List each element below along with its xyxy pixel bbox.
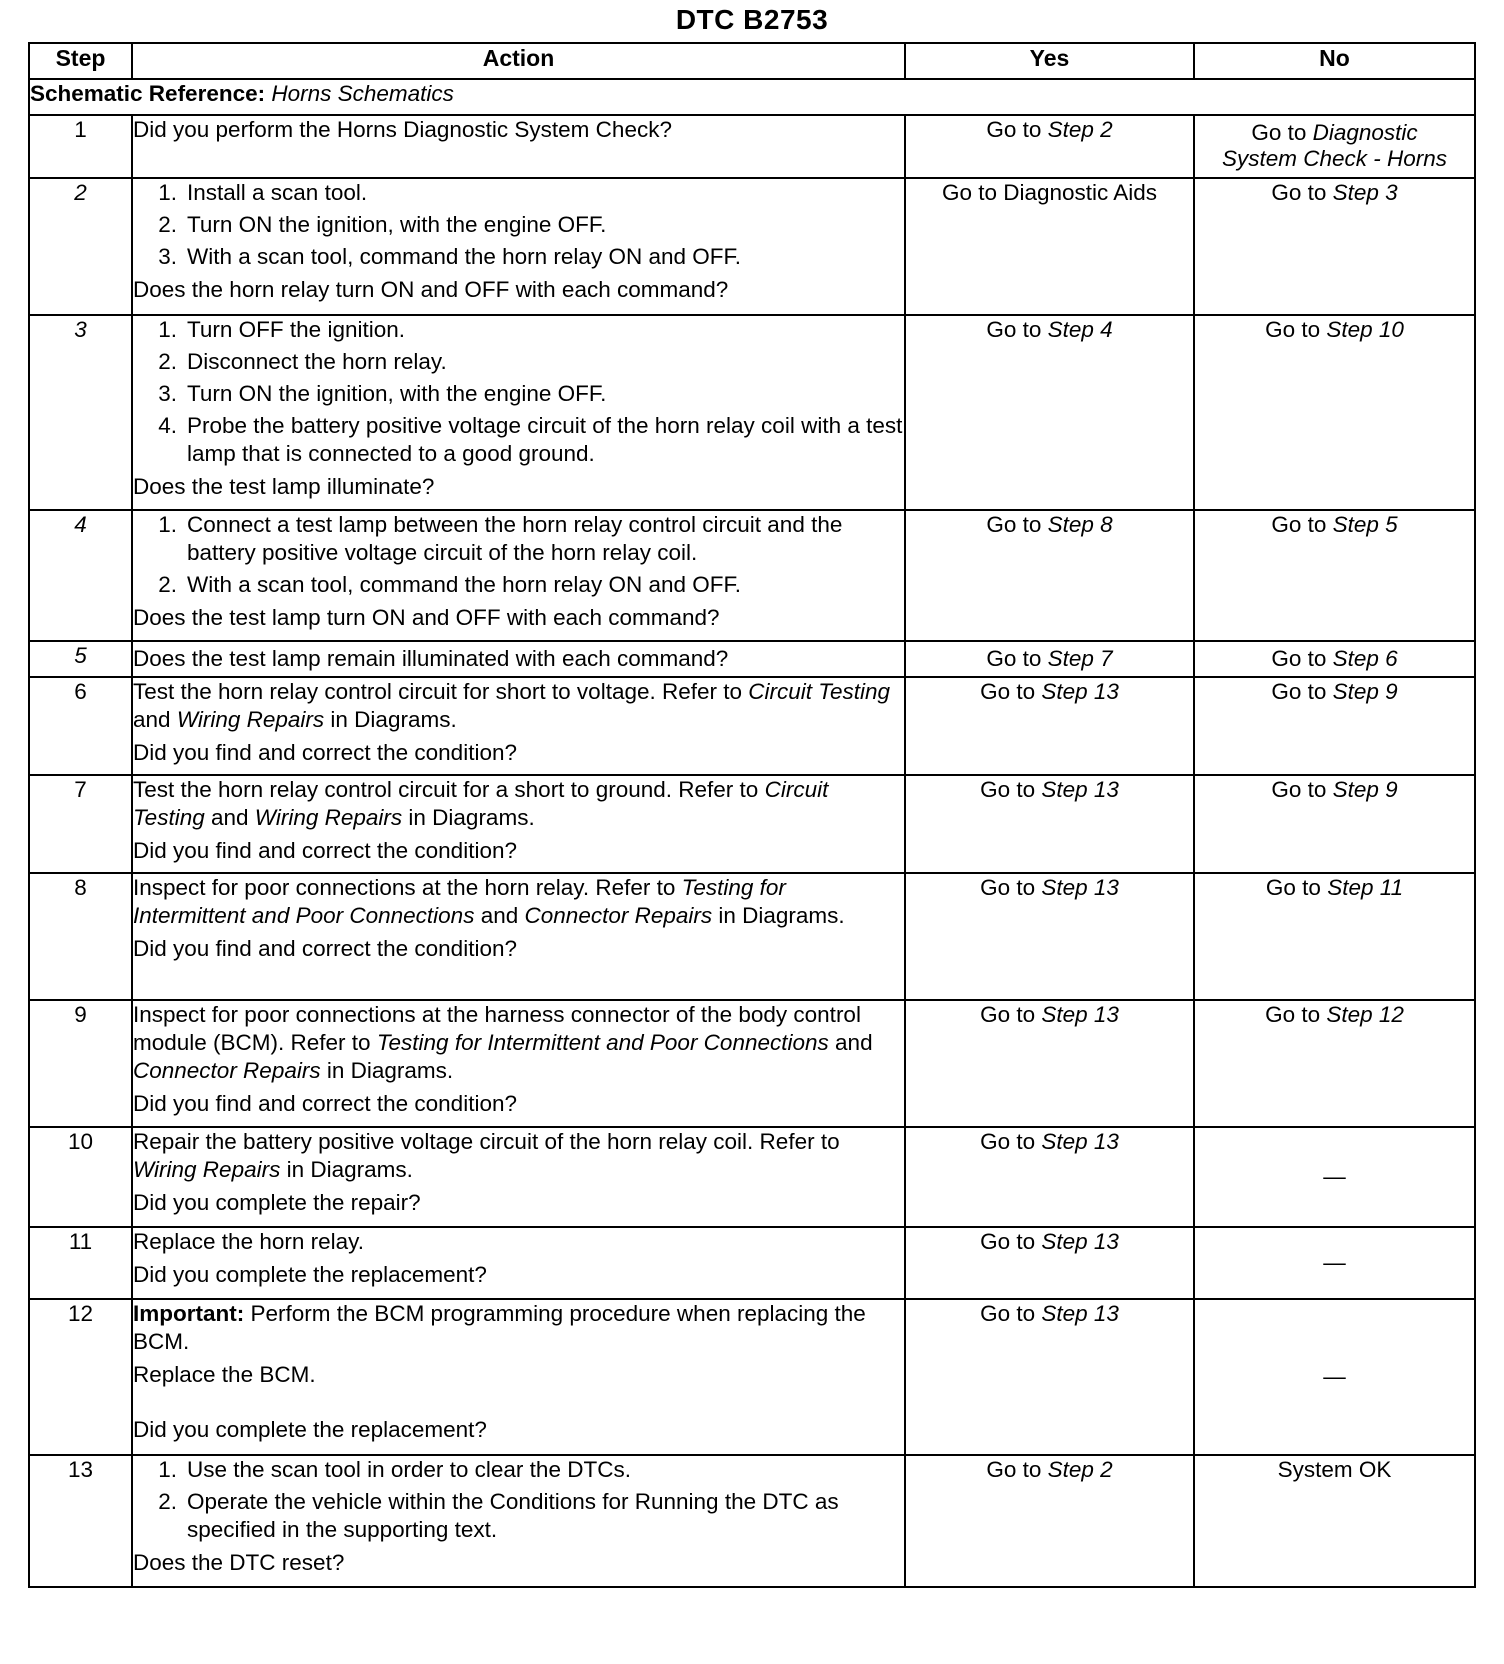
header-row — [29, 43, 1475, 79]
yes-cell[interactable]: Go to Step 13 — [905, 677, 1194, 775]
yes-step-link: Step 13 — [1041, 679, 1119, 704]
yes-step-link: Step 7 — [1047, 646, 1113, 671]
action-cell — [132, 1000, 905, 1127]
important-note: Important: Perform the BCM programming procedure when replacing the BCM. — [133, 1301, 866, 1354]
no-cell[interactable]: Go to Step 11 — [1194, 873, 1475, 1000]
yes-cell[interactable]: Go to Step 2 — [905, 115, 1194, 178]
action-instruction: Replace the horn relay. — [133, 1229, 364, 1254]
step-row-6 — [29, 677, 1475, 775]
action-cell — [132, 315, 905, 510]
action-list-item: 3. Turn ON the ignition, with the engine OFF. — [158, 381, 607, 406]
yes-cell[interactable]: Go to Step 13 — [905, 775, 1194, 873]
yes-step-link: Step 4 — [1047, 317, 1113, 342]
action-cell — [132, 1299, 905, 1455]
reference-link[interactable]: Connector Repairs — [133, 1058, 321, 1083]
yes-cell[interactable] — [905, 178, 1194, 315]
no-cell — [1194, 1455, 1475, 1587]
no-step-link: Step 9 — [1332, 777, 1398, 802]
action-instruction: Inspect for poor connections at the harness connector of the body control module (BCM). Refer to Testing for Intermittent and Poor Connections and Connector Repairs in Diagrams. — [133, 1002, 873, 1083]
action-list-item: 1. Use the scan tool in order to clear the DTCs. — [158, 1457, 631, 1482]
step-number: 5 — [29, 641, 132, 677]
no-cell — [1194, 1127, 1475, 1227]
header-no: No — [1194, 43, 1475, 79]
yes-step-link: Step 13 — [1041, 1002, 1119, 1027]
action-question: Does the DTC reset? — [133, 1550, 345, 1575]
step-number: 9 — [29, 1000, 132, 1127]
action-instruction: Test the horn relay control circuit for a short to ground. Refer to Circuit Testing and Wiring Repairs in Diagrams. — [133, 777, 829, 830]
step-number: 11 — [29, 1227, 132, 1299]
step-row-3 — [29, 315, 1475, 510]
yes-cell[interactable]: Go to Step 13 — [905, 1000, 1194, 1127]
action-question: Did you complete the replacement? — [133, 1417, 487, 1442]
reference-link[interactable]: Wiring Repairs — [176, 707, 325, 732]
action-question: Did you perform the Horns Diagnostic System Check? — [133, 117, 672, 142]
action-instruction: Inspect for poor connections at the horn relay. Refer to Testing for Intermittent and Poor Connections and Connector Repairs in Diagrams. — [133, 875, 845, 928]
action-list-item: 2. Turn ON the ignition, with the engine OFF. — [158, 212, 607, 237]
yes-cell[interactable]: Go to Step 8 — [905, 510, 1194, 641]
no-step-link: Step 12 — [1326, 1002, 1404, 1027]
action-instruction: Test the horn relay control circuit for short to voltage. Refer to Circuit Testing and Wiring Repairs in Diagrams. — [133, 679, 891, 732]
schematic-reference-row — [29, 79, 1475, 115]
action-cell — [132, 775, 905, 873]
no-step-link: Step 3 — [1332, 180, 1398, 205]
step-row-8 — [29, 873, 1475, 1000]
no-step-link: Step 9 — [1332, 679, 1398, 704]
action-cell — [132, 178, 905, 315]
reference-link[interactable]: Testing for Intermittent and Poor Connections — [376, 1030, 829, 1055]
step-number: 12 — [29, 1299, 132, 1455]
reference-link[interactable]: Circuit Testing — [133, 777, 829, 830]
yes-step-link: Step 13 — [1041, 1129, 1119, 1154]
reference-link[interactable]: Circuit Testing — [748, 679, 891, 704]
step-number: 6 — [29, 677, 132, 775]
header-yes: Yes — [905, 43, 1194, 79]
yes-step-link: Step 2 — [1047, 1457, 1113, 1482]
step-row-13 — [29, 1455, 1475, 1587]
action-list-item: 2. Operate the vehicle within the Conditions for Running the DTC as specified in the supporting text. — [158, 1489, 839, 1542]
diagnostic-table — [28, 42, 1476, 1588]
no-cell[interactable]: Go to Step 6 — [1194, 641, 1475, 677]
reference-link[interactable]: Connector Repairs — [524, 903, 713, 928]
header-step: Step — [29, 43, 132, 79]
step-row-12 — [29, 1299, 1475, 1455]
reference-link[interactable]: Wiring Repairs — [133, 1157, 281, 1182]
no-cell — [1194, 1227, 1475, 1299]
action-cell — [132, 1455, 905, 1587]
action-question: Does the horn relay turn ON and OFF with each command? — [133, 277, 729, 302]
header-action: Action — [132, 43, 905, 79]
no-dash: — — [1323, 1164, 1346, 1189]
action-question: Did you find and correct the condition? — [133, 740, 517, 765]
yes-cell[interactable]: Go to Step 4 — [905, 315, 1194, 510]
step-row-5 — [29, 641, 1475, 677]
no-step-link: Step 11 — [1327, 875, 1404, 900]
reference-link[interactable]: Testing for Intermittent and Poor Connections — [133, 875, 786, 928]
no-step-link: Step 10 — [1326, 317, 1404, 342]
action-list-item: 1. Connect a test lamp between the horn relay control circuit and the battery positive voltage circuit of the horn relay coil. — [158, 512, 843, 565]
yes-step-link: Step 8 — [1047, 512, 1113, 537]
important-label: Important: — [133, 1301, 245, 1326]
step-row-2 — [29, 178, 1475, 315]
yes-cell[interactable]: Go to Step 7 — [905, 641, 1194, 677]
no-cell[interactable]: Go to Step 5 — [1194, 510, 1475, 641]
action-list-item: 4. Probe the battery positive voltage circuit of the horn relay coil with a test lamp that is connected to a good ground. — [158, 413, 903, 466]
schematic-link[interactable]: Horns Schematics — [271, 81, 454, 106]
yes-step-link: Step 13 — [1041, 777, 1119, 802]
action-instruction: Repair the battery positive voltage circuit of the horn relay coil. Refer to Wiring Repairs in Diagrams. — [133, 1129, 840, 1182]
step-number: 13 — [29, 1455, 132, 1587]
yes-cell[interactable]: Go to Step 13 — [905, 873, 1194, 1000]
action-cell — [132, 510, 905, 641]
no-result: System OK — [1277, 1457, 1392, 1482]
no-cell[interactable]: Go to Step 10 — [1194, 315, 1475, 510]
schematic-label: Schematic Reference: — [30, 81, 266, 106]
step-row-11 — [29, 1227, 1475, 1299]
action-question: Did you find and correct the condition? — [133, 838, 517, 863]
yes-step-link: Step 13 — [1041, 1301, 1119, 1326]
yes-step-link: Step 2 — [1047, 117, 1113, 142]
yes-cell[interactable]: Go to Step 13 — [905, 1227, 1194, 1299]
no-dash: — — [1323, 1250, 1346, 1275]
no-cell[interactable]: Go to Step 9 — [1194, 775, 1475, 873]
no-cell[interactable]: Go to Step 12 — [1194, 1000, 1475, 1127]
yes-step-link: Step 13 — [1041, 1229, 1119, 1254]
action-list-item: 3. With a scan tool, command the horn relay ON and OFF. — [158, 244, 741, 269]
no-cell[interactable]: Go to Step 9 — [1194, 677, 1475, 775]
action-list-item: 2. Disconnect the horn relay. — [158, 349, 447, 374]
action-question: Does the test lamp turn ON and OFF with each command? — [133, 605, 720, 630]
no-cell[interactable]: Go to Step 3 — [1194, 178, 1475, 315]
step-number: 1 — [29, 115, 132, 178]
step-row-4 — [29, 510, 1475, 641]
action-cell — [132, 1127, 905, 1227]
action-question: Did you complete the repair? — [133, 1190, 421, 1215]
step-row-7 — [29, 775, 1475, 873]
schematic-reference — [29, 79, 1475, 115]
action-list-item: 2. With a scan tool, command the horn relay ON and OFF. — [158, 572, 741, 597]
step-row-1 — [29, 115, 1475, 178]
step-number: 4 — [29, 510, 132, 641]
step-row-9 — [29, 1000, 1475, 1127]
page-title: DTC B2753 — [675, 4, 829, 35]
action-list-item: 1. Install a scan tool. — [158, 180, 368, 205]
yes-link: Go to Diagnostic Aids — [941, 180, 1158, 205]
action-instruction: Replace the BCM. — [133, 1362, 316, 1387]
action-question: Does the test lamp illuminate? — [133, 474, 435, 499]
action-question: Did you find and correct the condition? — [133, 936, 517, 961]
step-number: 3 — [29, 315, 132, 510]
action-question: Did you find and correct the condition? — [133, 1091, 517, 1116]
step-row-10 — [29, 1127, 1475, 1227]
action-cell — [132, 1227, 905, 1299]
reference-link[interactable]: Wiring Repairs — [254, 805, 403, 830]
no-step-link: Step 5 — [1332, 512, 1398, 537]
action-cell — [132, 873, 905, 1000]
no-dash: — — [1323, 1364, 1346, 1389]
action-list-item: 1. Turn OFF the ignition. — [158, 317, 406, 342]
step-number: 10 — [29, 1127, 132, 1227]
no-step-link: Step 6 — [1332, 646, 1398, 671]
step-number: 8 — [29, 873, 132, 1000]
action-cell — [132, 115, 905, 178]
yes-cell[interactable]: Go to Step 2 — [905, 1455, 1194, 1587]
yes-cell[interactable]: Go to Step 13 — [905, 1299, 1194, 1455]
action-cell — [132, 641, 905, 677]
no-cell[interactable]: Go to Diagnostic System Check - Horns — [1194, 115, 1475, 178]
action-question: Does the test lamp remain illuminated with each command? — [133, 646, 729, 671]
action-question: Did you complete the replacement? — [133, 1262, 487, 1287]
no-cell — [1194, 1299, 1475, 1455]
step-number: 7 — [29, 775, 132, 873]
step-number: 2 — [29, 178, 132, 315]
yes-step-link: Step 13 — [1041, 875, 1119, 900]
action-cell — [132, 677, 905, 775]
yes-cell[interactable]: Go to Step 13 — [905, 1127, 1194, 1227]
